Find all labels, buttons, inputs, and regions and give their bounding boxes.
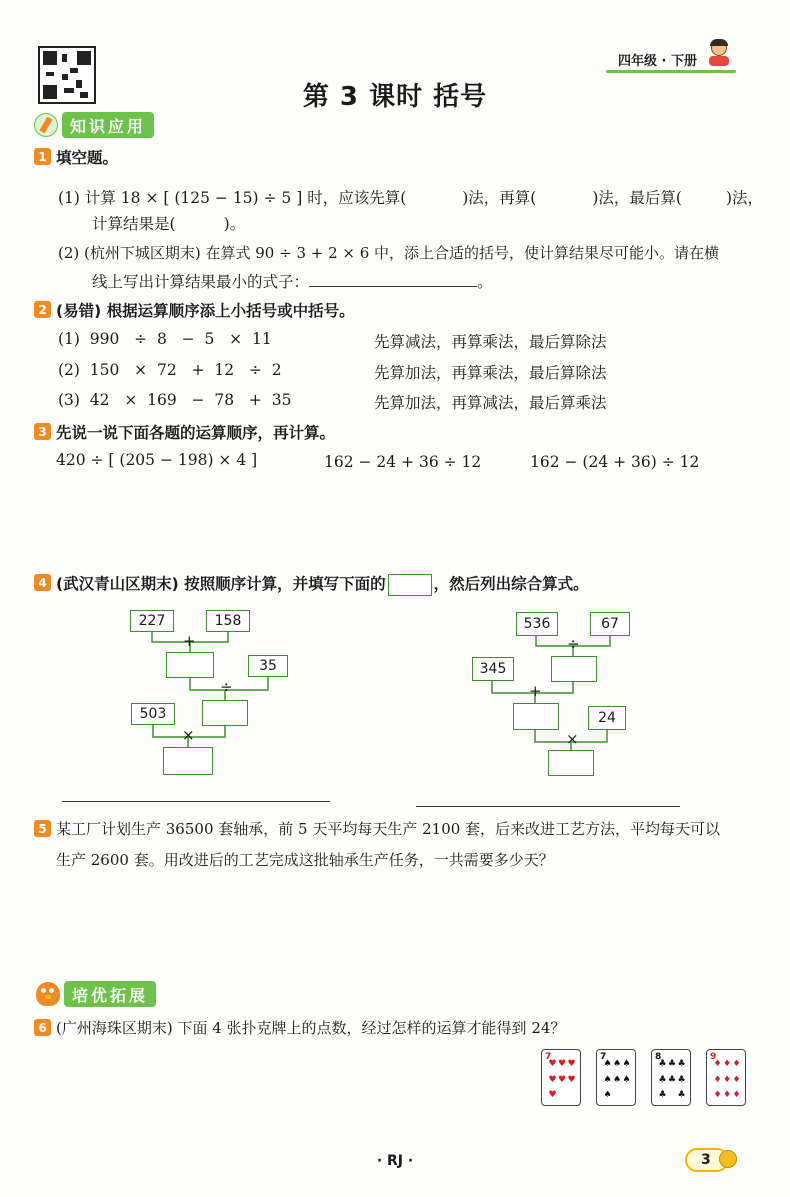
card-suit-icon: ♣ [658,1074,667,1085]
card-suit-icon: ♦ [732,1059,741,1069]
q2-row-3-expression: (3) 42 × 169 − 78 + 35 [58,391,292,409]
card-suit-icon: ♥ [557,1059,567,1069]
flow-operator: + [529,682,542,700]
card-suit-icon: ♠ [603,1074,612,1085]
flow-number-box: 158 [206,610,250,632]
flow-number-box: 67 [590,612,630,636]
section-banner [64,981,156,1007]
question-1-label: 填空题。 [56,149,119,167]
q1-p1-text-e: 计算结果是( [92,215,176,233]
q1-p1-text-a: (1) 计算 18 × [ (125 − 15) ÷ 5 ] 时，应该先算( [58,189,407,207]
card-suit-icon: ♥ [548,1074,557,1085]
q1-p1-text-f: )。 [223,215,246,233]
flow-answer-box[interactable] [166,652,214,678]
playing-card [541,1049,581,1106]
flow-operator: + [183,632,196,650]
section-label: 知识应用 [70,116,147,136]
page-title: 第 3 课时 括号 [302,82,488,112]
card-rank: 7 [545,1052,552,1062]
page-number [685,1148,729,1172]
card-suit-icon: ♦ [732,1074,741,1085]
question-1-part-2: (2) (杭州下城区期末) 在算式 90 ÷ 3 + 2 × 6 中，添上合适的括号，使计算结果尽可能小。请在横 [58,244,720,262]
q1-p2-text-b: 线上写出计算结果最小的式子： [92,273,310,291]
question-number-4: 4 [34,574,51,591]
flow-number-box: 35 [248,655,288,677]
question-2-label: (易错) 根据运算顺序添上小括号或中括号。 [56,302,355,320]
card-suit-icon: ♣ [658,1059,667,1069]
card-suit-icon: ♠ [612,1074,622,1085]
card-suit-icon: ♥ [567,1074,576,1085]
card-suit-icon: ♠ [622,1059,631,1069]
playing-card [706,1049,746,1106]
card-suit-icon: ♦ [722,1074,732,1085]
flow-operator: × [182,726,195,744]
card-suit-icon: ♠ [603,1059,612,1069]
q1-p1-text-c: )法，最后算( [592,189,682,207]
q2-row-1-expression: (1) 990 ÷ 8 − 5 × 11 [58,330,272,348]
flow-answer-box[interactable] [202,700,248,726]
question-6-label: (广州海珠区期末) 下面 4 张扑克牌上的点数，经过怎样的运算才能得到 24？ [56,1019,566,1037]
card-suit-icon: ♣ [677,1074,686,1085]
q1-p2-text-c: 。 [477,273,493,291]
q4-left-answer-line[interactable] [62,801,330,802]
flow-operator: ÷ [567,635,580,653]
flow-number-box: 536 [516,612,558,636]
question-number-2: 2 [34,301,51,318]
card-rank: 8 [655,1052,662,1062]
flow-number-box: 227 [130,610,174,632]
card-suit-icon: ♥ [548,1059,557,1069]
section-advanced-extension [36,981,156,1007]
card-suit-icon: ♦ [713,1059,722,1069]
question-number-3: 3 [34,423,51,440]
flow-answer-box[interactable] [548,750,594,776]
q3-expression-3: 162 − (24 + 36) ÷ 12 [530,453,700,471]
q3-expression-1: 420 ÷ [ (205 − 198) × 4 ] [56,451,258,469]
page-number-text: 3 [701,1152,711,1168]
card-suit-icon: ♦ [722,1090,732,1100]
card-suit-icon: ♦ [713,1074,722,1085]
card-suit-icon: ♦ [722,1059,732,1069]
question-5-line-1: 某工厂计划生产 36500 套轴承，前 5 天平均每天生产 2100 套，后来改进工艺方法，平均每天可以 [56,820,721,838]
question-3-label: 先说一说下面各题的运算顺序，再计算。 [56,424,336,442]
card-suit-icon: ♥ [548,1090,557,1100]
flow-operator: ÷ [220,678,233,696]
card-suit-icon: ♣ [667,1059,677,1069]
card-suit-icon: ♣ [658,1090,667,1100]
edition-label: · RJ · [376,1153,414,1169]
q4-label-b: ，然后列出综合算式。 [433,575,589,593]
card-suit-icon: ♣ [667,1074,677,1085]
question-number-6: 6 [34,1019,51,1036]
q2-row-3-hint: 先算加法，再算减法，最后算乘法 [374,394,607,412]
card-suit-icon: ♠ [612,1059,622,1069]
card-suit-icon: ♦ [713,1090,722,1100]
card-suit-icon: ♦ [732,1090,741,1100]
q4-label-a: (武汉青山区期末) 按照顺序计算，并填写下面的 [56,575,386,593]
flow-answer-box[interactable] [513,703,559,730]
question-5-line-2: 生产 2600 套。用改进后的工艺完成这批轴承生产任务，一共需要多少天？ [56,851,554,869]
card-rank: 7 [600,1052,607,1062]
grade-text: 四年级 · 下册 [618,54,697,69]
flow-number-box: 503 [131,703,175,725]
section-label: 培优拓展 [72,985,149,1005]
card-suit-icon: ♥ [557,1074,567,1085]
bird-mascot-icon [36,982,60,1006]
card-suit-icon: ♠ [603,1090,612,1100]
card-rank: 9 [710,1052,717,1062]
q4-right-answer-line[interactable] [416,806,680,807]
q2-row-2-hint: 先算加法，再算乘法，最后算除法 [374,364,607,382]
q1-p1-text-d: )法， [725,189,764,207]
question-number-5: 5 [34,820,51,837]
flow-operator: × [566,730,579,748]
q1-p1-text-b: )法，再算( [462,189,537,207]
question-number-1: 1 [34,148,51,165]
q2-row-2-expression: (2) 150 × 72 + 12 ÷ 2 [58,361,282,379]
flow-number-box: 24 [588,706,626,730]
card-suit-icon: ♣ [677,1090,686,1100]
card-suit-icon: ♥ [567,1059,576,1069]
flow-answer-box[interactable] [551,656,597,682]
playing-card [596,1049,636,1106]
playing-card [651,1049,691,1106]
q3-expression-2: 162 − 24 + 36 ÷ 12 [324,453,482,471]
card-suit-icon: ♣ [677,1059,686,1069]
flow-answer-box[interactable] [163,747,213,775]
q2-row-1-hint: 先算减法，再算乘法，最后算除法 [374,333,607,351]
cartoon-face-icon [719,1150,737,1168]
flow-number-box: 345 [472,657,514,681]
card-suit-icon: ♠ [622,1074,631,1085]
